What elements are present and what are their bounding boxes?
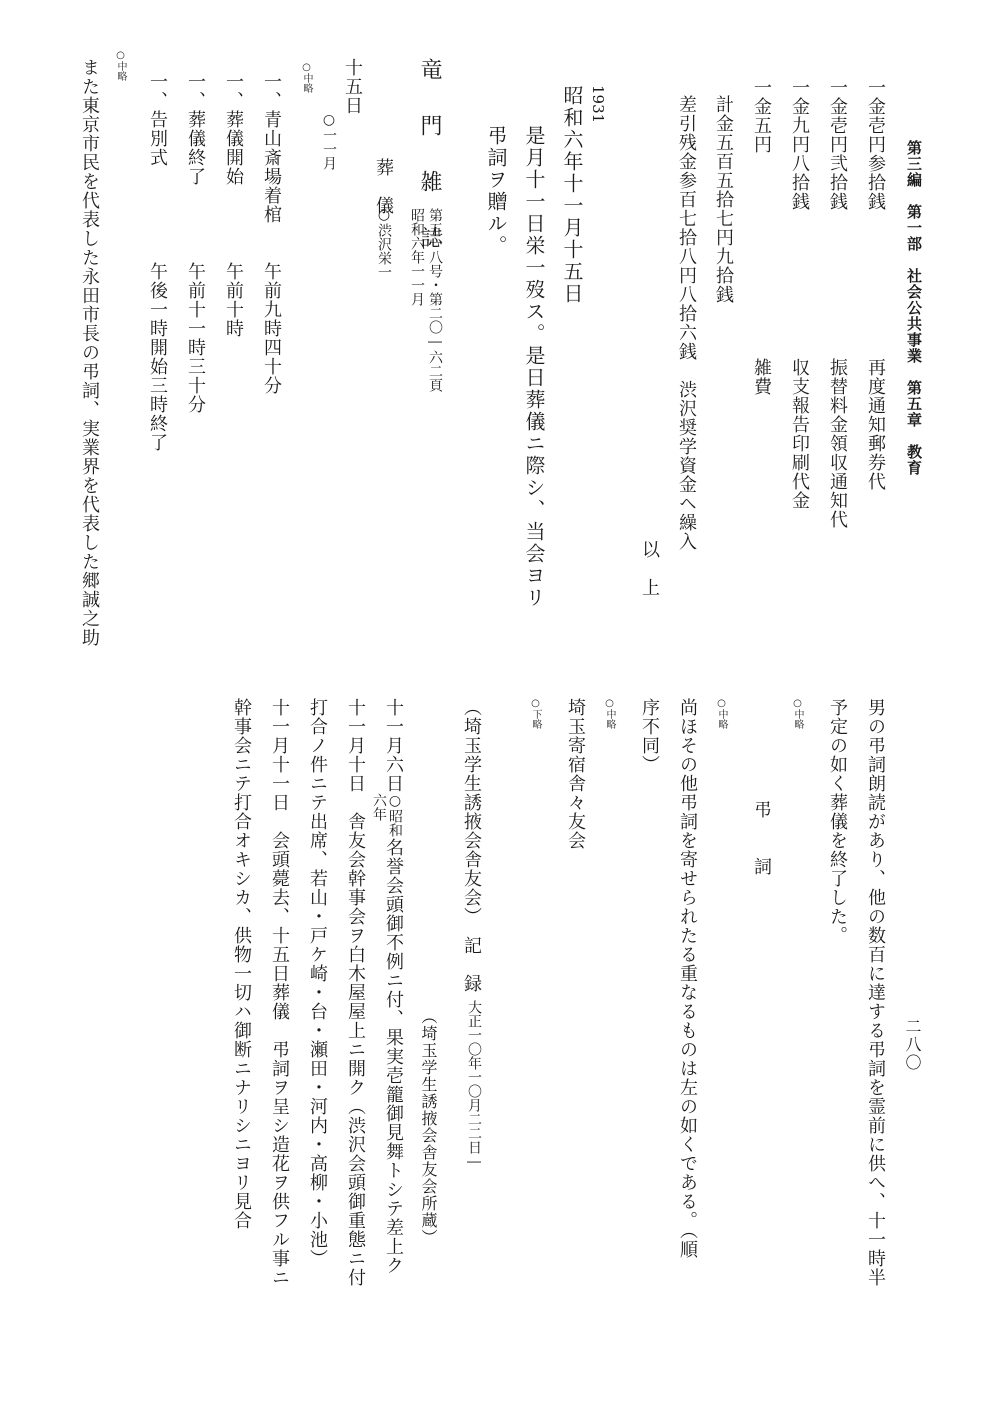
schedule-item-2: 一、葬儀開始 xyxy=(223,72,244,186)
record-holder: （埼玉学生誘掖会舎友会所蔵） xyxy=(419,1008,438,1246)
entry-year: 1931 xyxy=(589,85,607,124)
source-article: 葬 儀 xyxy=(373,158,394,215)
account-label-1: 再度通知郵券代 xyxy=(865,358,886,491)
source-issue: 第五一八号・第二〇―六二頁 xyxy=(427,208,443,392)
omit-mark: ○下略 xyxy=(530,698,541,729)
entry-text-1: 是月十一日栄一歿ス。是日葬儀ニ際シ、当会ヨリ xyxy=(522,125,546,609)
record-line-4: 十一月十一日 会頭薨去、十五日葬儀 弔詞ヲ呈シ造花ヲ供フル事ニ xyxy=(269,698,290,1287)
account-label-3: 収支報告印刷代金 xyxy=(789,358,810,510)
condolence-text-1: 尚ほその他弔詞を寄せられたる重なるものは左の如くである。（順 xyxy=(677,698,698,1259)
omit-mark: ○中略 xyxy=(716,698,727,729)
narrative-line-3: 予定の如く葬儀を終了した。 xyxy=(827,698,848,945)
source-date: 昭和六年一一月 xyxy=(409,208,425,306)
account-amount-3: 一金九円八拾銭 xyxy=(789,78,810,211)
funeral-intro-note: ○一一月 xyxy=(321,112,337,170)
record-line-1-note-top: ○昭和 xyxy=(387,793,403,837)
schedule-time-1: 午前九時四十分 xyxy=(261,262,282,395)
account-amount-1: 一金壱円参拾銭 xyxy=(865,78,886,211)
record-date: 大正一〇年一〇月二二日― xyxy=(466,1000,482,1170)
omit-mark: ○中略 xyxy=(301,62,312,93)
schedule-time-4: 午後一時開始三時終了 xyxy=(147,262,168,452)
condolence-text-2: 序不同） xyxy=(639,698,660,774)
funeral-intro: 十五日 xyxy=(342,58,363,115)
record-line-3: 打合ノ件ニテ出席、若山・戸ケ崎・台・瀬田・河内・高柳・小池） xyxy=(307,698,328,1268)
omit-mark: ○中略 xyxy=(604,698,615,729)
schedule-item-1: 一、青山斎場着棺 xyxy=(261,72,282,224)
record-line-1-date: 十一月六日 xyxy=(383,698,404,793)
account-amount-4: 一金五円 xyxy=(751,78,772,154)
account-total: 計金五百五拾七円九拾銭 xyxy=(713,95,734,304)
running-head: 第三編 第一部 社会公共事業 第五章 教育 xyxy=(905,140,923,476)
entry-text-2: 弔詞ヲ贈ル。 xyxy=(484,125,508,257)
schedule-time-3: 午前十一時三十分 xyxy=(185,262,206,414)
record-line-1-text: 名誉会頭御不例ニ付、果実壱籠御見舞トシテ差上ク xyxy=(383,838,404,1275)
omit-mark: ○中略 xyxy=(792,698,803,729)
page-number: 二八〇 xyxy=(903,1018,922,1072)
record-title: （埼玉学生誘掖会舎友会） 記 録 xyxy=(461,698,482,993)
record-line-5: 幹事会ニテ打合オキシカ、供物一切ハ御断ニナリシニヨリ見合 xyxy=(231,698,252,1230)
account-label-2: 振替料金領収通知代 xyxy=(827,358,848,529)
account-balance: 差引残金参百七拾八円八拾六銭 渋沢奨学資金ヘ繰入 xyxy=(676,95,697,551)
record-line-2: 十一月十日 舎友会幹事会ヲ白木屋屋上ニ開ク（渋沢会頭御重態ニ付 xyxy=(345,698,366,1287)
record-line-1-note-bottom: 六年 xyxy=(371,793,387,821)
account-amount-2: 一金壱円弐拾銭 xyxy=(827,78,848,211)
source-article-note: ○渋沢栄一 xyxy=(376,207,392,279)
narrative-line-2: 男の弔詞朗読があり、他の数百に達する弔詞を霊前に供へ、十一時半 xyxy=(865,698,886,1287)
schedule-time-2: 午前十時 xyxy=(223,262,244,338)
schedule-item-4: 一、告別式 xyxy=(147,72,168,167)
source-title: 竜 門 雑 誌 xyxy=(417,58,442,254)
narrative-line-1: また東京市民を代表した永田市長の弔詞、実業界を代表した郷誠之助 xyxy=(79,58,100,647)
schedule-item-3: 一、葬儀終了 xyxy=(185,72,206,186)
account-label-4: 雑費 xyxy=(751,358,772,396)
entry-date: 昭和六年十一月十五日 xyxy=(560,85,584,305)
omit-mark: ○中略 xyxy=(115,50,126,81)
account-closing: 以 上 xyxy=(639,540,660,597)
condolence-sender: 埼玉寄宿舎々友会 xyxy=(565,698,586,850)
condolence-title: 弔 詞 xyxy=(751,800,772,876)
